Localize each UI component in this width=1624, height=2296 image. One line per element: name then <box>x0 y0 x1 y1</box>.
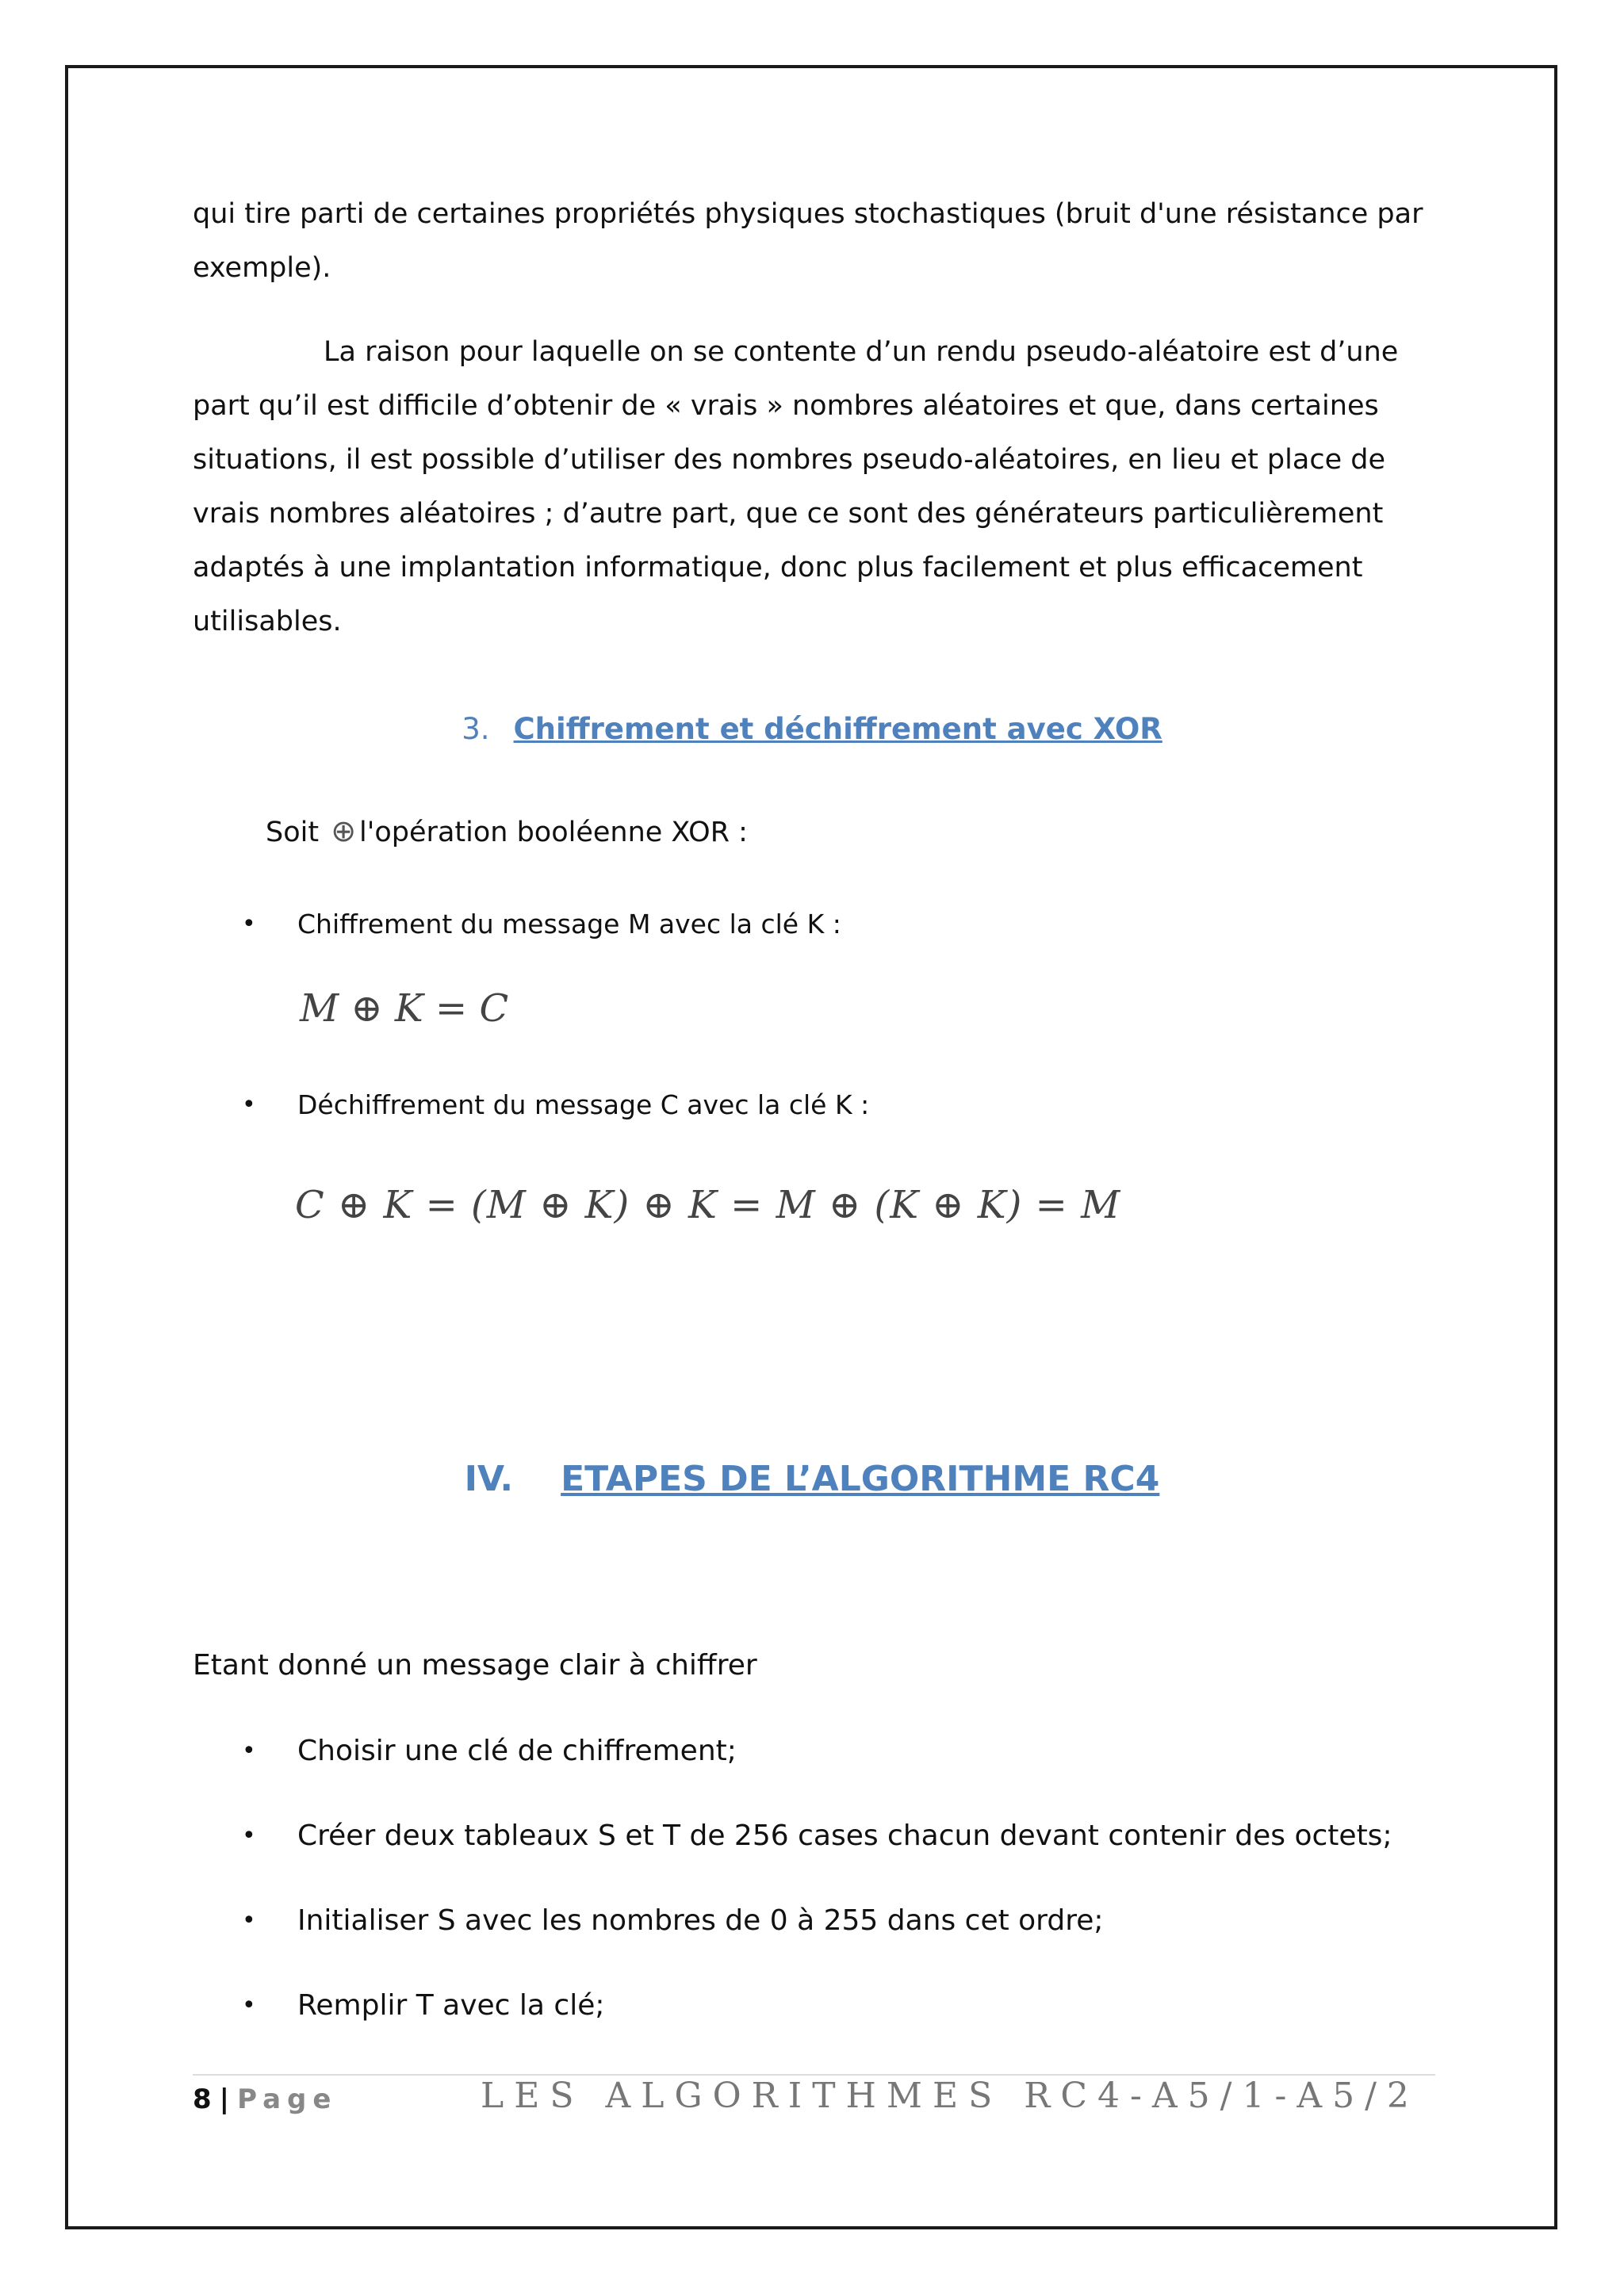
page-label: Page <box>237 2084 338 2115</box>
list-item-text: Déchiffrement du message C avec la clé K : <box>297 1089 870 1120</box>
footer-separator: | <box>219 2084 230 2115</box>
intro-text: Etant donné un message clair à chiffrer <box>193 1649 757 1682</box>
xor-definition <box>266 813 748 848</box>
xor-definition-prefix: Soit <box>266 817 328 848</box>
list-item <box>242 1089 869 1120</box>
list-item <box>242 1989 604 2022</box>
subsection-title: Chiffrement et déchiffrement avec XOR <box>513 712 1162 746</box>
section-heading <box>0 1459 1624 1499</box>
paragraph-continuation: qui tire parti de certaines propriétés physiques stochastiques (bruit d'une résistance par exemple). <box>193 198 1423 284</box>
list-item-text: Initialiser S avec les nombres de 0 à 255 dans cet ordre; <box>297 1904 1104 1937</box>
xor-definition-text: l'opération booléenne XOR : <box>359 817 748 848</box>
list-item <box>242 1735 737 1767</box>
subsection-heading <box>0 712 1624 746</box>
footer-document-title: LES ALGORITHMES RC4-A5/1-A5/2 <box>481 2076 1419 2116</box>
list-item <box>242 909 841 939</box>
list-item <box>242 1820 1392 1852</box>
paragraph-pseudo-random: La raison pour laquelle on se contente d’un rendu pseudo-aléatoire est d’une part qu’il est difficile d’obtenir de « vrais » nombres aléatoires et que, dans certaines situations, il est possible d’utiliser des nombres pseudo-aléatoires, en lieu et place de vrais nombres aléatoires ; d’autre part, que ce sont des générateurs particulièrement adaptés à une implantation informatique, donc plus facilement et plus efficacement utilisables. <box>193 336 1399 637</box>
bullet-icon: • <box>242 1822 256 1850</box>
formula-decryption: C ⊕ K = (M ⊕ K) ⊕ K = M ⊕ (K ⊕ K) = M <box>295 1183 1121 1227</box>
section-title: ETAPES DE L’ALGORITHME RC4 <box>561 1459 1160 1499</box>
list-item-text: Choisir une clé de chiffrement; <box>297 1735 737 1767</box>
xor-symbol-icon: ⊕ <box>331 813 357 848</box>
list-item <box>242 1904 1104 1937</box>
footer-page-number <box>193 2084 337 2115</box>
bullet-icon: • <box>242 1737 256 1765</box>
bullet-icon: • <box>242 1907 256 1934</box>
list-item-text: Chiffrement du message M avec la clé K : <box>297 909 841 939</box>
section-number: IV. <box>464 1459 514 1499</box>
bullet-icon: • <box>242 910 256 938</box>
formula-encryption: M ⊕ K = C <box>300 986 509 1031</box>
list-item-text: Créer deux tableaux S et T de 256 cases chacun devant contenir des octets; <box>297 1820 1392 1852</box>
bullet-icon: • <box>242 1091 256 1119</box>
subsection-number: 3. <box>462 712 490 746</box>
bullet-icon: • <box>242 1992 256 2019</box>
list-item-text: Remplir T avec la clé; <box>297 1989 605 2022</box>
page-number: 8 <box>193 2084 212 2115</box>
